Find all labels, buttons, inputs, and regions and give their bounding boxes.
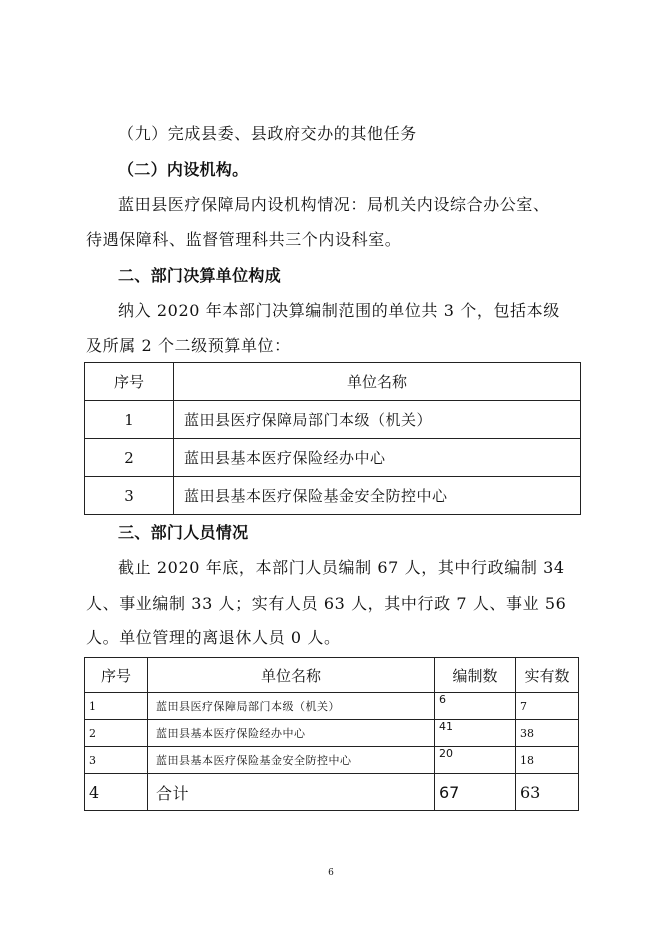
cell-unit-name: 蓝田县医疗保障局部门本级（机关） bbox=[174, 401, 581, 439]
cell-unit-name: 蓝田县基本医疗保险基金安全防控中心 bbox=[174, 477, 581, 515]
table-row bbox=[85, 401, 581, 439]
header-actual: 实有数 bbox=[516, 658, 579, 693]
cell-serial: 1 bbox=[85, 401, 174, 439]
paragraph-personnel-line1: 截止 2020 年底，本部门人员编制 67 人，其中行政编制 34 bbox=[118, 558, 565, 577]
personnel-table bbox=[84, 657, 579, 811]
cell-serial: 3 bbox=[85, 477, 174, 515]
table-row bbox=[85, 477, 581, 515]
cell-serial: 4 bbox=[85, 774, 148, 811]
cell-serial: 2 bbox=[85, 720, 148, 747]
table-header-row bbox=[85, 658, 579, 693]
paragraph-personnel-line2: 人、事业编制 33 人；实有人员 63 人，其中行政 7 人、事业 56 bbox=[86, 594, 567, 613]
table-row bbox=[85, 693, 579, 720]
table-row bbox=[85, 747, 579, 774]
heading-personnel: 三、部门人员情况 bbox=[118, 523, 249, 542]
header-serial: 序号 bbox=[85, 658, 148, 693]
header-serial: 序号 bbox=[85, 363, 174, 401]
paragraph-personnel-line3: 人。单位管理的离退休人员 0 人。 bbox=[86, 628, 341, 647]
paragraph-composition-line1: 纳入 2020 年本部门决算编制范围的单位共 3 个，包括本级 bbox=[118, 301, 560, 320]
cell-actual: 18 bbox=[516, 747, 579, 774]
paragraph-institutions-line2: 待遇保障科、监督管理科共三个内设科室。 bbox=[86, 230, 402, 249]
cell-serial: 2 bbox=[85, 439, 174, 477]
cell-total-quota: 67 bbox=[435, 774, 516, 811]
paragraph-composition-line2: 及所属 2 个二级预算单位： bbox=[86, 336, 291, 355]
table-header-row bbox=[85, 363, 581, 401]
heading-unit-composition: 二、部门决算单位构成 bbox=[118, 266, 282, 285]
cell-total-label: 合计 bbox=[148, 774, 435, 811]
unit-composition-table bbox=[84, 362, 581, 515]
cell-total-actual: 63 bbox=[516, 774, 579, 811]
cell-actual: 38 bbox=[516, 720, 579, 747]
heading-internal-institutions: （二）内设机构。 bbox=[118, 160, 249, 179]
paragraph-institutions-line1: 蓝田县医疗保障局内设机构情况：局机关内设综合办公室、 bbox=[118, 195, 550, 214]
header-unit-name: 单位名称 bbox=[174, 363, 581, 401]
table-row bbox=[85, 720, 579, 747]
cell-unit-name: 蓝田县基本医疗保险基金安全防控中心 bbox=[148, 747, 435, 774]
cell-quota: 41 bbox=[435, 720, 516, 747]
cell-unit-name: 蓝田县医疗保障局部门本级（机关） bbox=[148, 693, 435, 720]
cell-unit-name: 蓝田县基本医疗保险经办中心 bbox=[148, 720, 435, 747]
paragraph-task-nine: （九）完成县委、县政府交办的其他任务 bbox=[118, 124, 417, 143]
cell-quota: 6 bbox=[435, 693, 516, 720]
cell-unit-name: 蓝田县基本医疗保险经办中心 bbox=[174, 439, 581, 477]
header-unit-name: 单位名称 bbox=[148, 658, 435, 693]
cell-quota: 20 bbox=[435, 747, 516, 774]
table-row bbox=[85, 439, 581, 477]
cell-serial: 3 bbox=[85, 747, 148, 774]
header-quota: 编制数 bbox=[435, 658, 516, 693]
page-number: 6 bbox=[328, 868, 334, 878]
cell-serial: 1 bbox=[85, 693, 148, 720]
cell-actual: 7 bbox=[516, 693, 579, 720]
table-total-row bbox=[85, 774, 579, 811]
